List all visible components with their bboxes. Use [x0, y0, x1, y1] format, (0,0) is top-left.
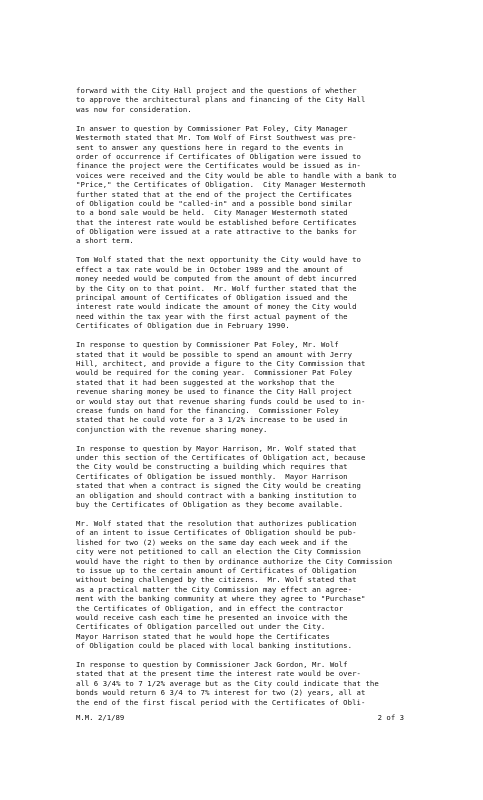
text-line: In answer to question by Commissioner Pat Foley, City Manager: [76, 123, 348, 133]
text-line: to approve the architectural plans and financing of the City Hall: [76, 95, 366, 105]
text-line: Certificates of Obligation be issued monthly. Mayor Harrison: [76, 471, 348, 481]
text-line: that the interest rate would be established before Certificates: [76, 217, 357, 227]
text-line: an obligation and should contract with a banking institution to: [76, 490, 357, 500]
minutes-page: [76, 86, 412, 717]
text-line: Tom Wolf stated that the next opportunity the City would have to: [76, 255, 361, 265]
text-line: In response to question by Commissioner Pat Foley, Mr. Wolf: [76, 340, 339, 350]
text-line: order of occurrence if Certificates of Obligation were issued to: [76, 151, 361, 161]
paragraph: [76, 444, 412, 510]
text-line: a short term.: [76, 236, 134, 246]
text-line: was now for consideration.: [76, 104, 192, 114]
text-line: conjunction with the revenue sharing money.: [76, 424, 268, 434]
text-line: to a bond sale would be held. City Manager Westermoth stated: [76, 208, 348, 218]
text-line: to issue up to the certain amount of Certificates of Obligation: [76, 565, 357, 575]
text-line: Certificates of Obligation due in February 1990.: [76, 321, 290, 331]
text-line: Mayor Harrison stated that he would hope the Certificates: [76, 631, 330, 641]
footer-page-number: 2 of 3: [377, 713, 404, 722]
text-line: further stated that at the end of the project the Certificates: [76, 189, 353, 199]
text-line: under this section of the Certificates of Obligation act, because: [76, 453, 366, 463]
text-line: the City would be constructing a building which requires that: [76, 462, 348, 472]
text-line: sent to answer any questions here in regard to the events in: [76, 142, 344, 152]
text-line: buy the Certificates of Obligation as they become available.: [76, 500, 344, 509]
text-line: voices were received and the City would be able to handle with a bank to: [76, 170, 397, 180]
text-line: lished for two (2) weeks on the same day each week and if the: [76, 537, 348, 547]
text-line: In response to question by Mayor Harrison, Mr. Wolf stated that: [76, 443, 357, 453]
text-line: without being challenged by the citizens. Mr. Wolf stated that: [76, 575, 357, 585]
text-line: stated that when a contract is signed the City would be creating: [76, 481, 361, 491]
text-line: forward with the City Hall project and the questions of whether: [76, 86, 357, 95]
paragraph: [76, 124, 412, 246]
text-line: the Certificates of Obligation, and in effect the contractor: [76, 603, 344, 613]
text-line: interest rate would indicate the amount of money the City would: [76, 302, 357, 312]
text-line: would receive cash each time he presented an invoice with the: [76, 612, 348, 622]
text-line: Mr. Wolf stated that the resolution that authorizes publication: [76, 518, 357, 528]
paragraph: [76, 519, 412, 650]
text-line: would be required for the coming year. Commissioner Pat Foley: [76, 368, 353, 378]
text-line: stated that it had been suggested at the workshop that the: [76, 377, 335, 387]
text-line: of Obligation were issued at a rate attractive to the banks for: [76, 227, 357, 237]
text-line: Hill, architect, and provide a figure to the City Commission that: [76, 358, 366, 368]
text-line: of Obligation could be "called-in" and a possible bond similar: [76, 198, 353, 208]
text-line: stated that at the present time the interest rate would be over-: [76, 669, 361, 679]
text-line: or would stay out that revenue sharing funds could be used to in-: [76, 396, 366, 406]
text-line: crease funds on hand for the financing. Commissioner Foley: [76, 405, 339, 415]
text-line: would have the right to then by ordinance authorize the City Commission: [76, 556, 393, 566]
text-line: "Price," the Certificates of Obligation. City Manager Westermoth: [76, 180, 366, 190]
text-line: as a practical matter the City Commission may effect an agree-: [76, 584, 353, 594]
text-line: of an intent to issue Certificates of Obligation should be pub-: [76, 528, 357, 538]
paragraph: [76, 255, 412, 330]
text-line: Westermoth stated that Mr. Tom Wolf of First Southwest was pre-: [76, 133, 357, 143]
text-line: effect a tax rate would be in October 1989 and the amount of: [76, 264, 344, 274]
text-line: principal amount of Certificates of Obligation issued and the: [76, 293, 348, 302]
text-line: Certificates of Obligation parcelled out under the City.: [76, 622, 326, 632]
text-line: ment with the banking community at where they agree to "Purchase": [76, 594, 366, 604]
paragraph: [76, 86, 412, 114]
text-line: by the City on to that point. Mr. Wolf further stated that the: [76, 283, 357, 293]
text-line: need within the tax year with the first actual payment of the: [76, 311, 348, 321]
text-line: bonds would return 6 3/4 to 7% interest for two (2) years, all at: [76, 688, 366, 698]
text-line: In response to question by Commissioner Jack Gordon, Mr. Wolf: [76, 660, 348, 670]
text-line: money needed would be computed from the amount of debt incurred: [76, 274, 357, 284]
paragraph: [76, 340, 412, 434]
paragraph: [76, 660, 412, 707]
text-line: of Obligation could be placed with local banking institutions.: [76, 641, 353, 651]
text-line: city were not petitioned to call an election the City Commission: [76, 547, 361, 557]
text-line: stated that he could vote for a 3 1/2% increase to be used in: [76, 415, 348, 425]
text-line: all 6 3/4% to 7 1/2% average but as the City could indicate that the: [76, 678, 379, 688]
text-line: finance the project were the Certificates would be issued as in-: [76, 161, 361, 171]
text-line: revenue sharing money be used to finance the City Hall project: [76, 387, 353, 397]
text-line: the end of the first fiscal period with the Certificates of Obli-: [76, 697, 366, 707]
footer-date: M.M. 2/1/89: [76, 713, 125, 722]
text-line: stated that it would be possible to spend an amount with Jerry: [76, 349, 353, 359]
